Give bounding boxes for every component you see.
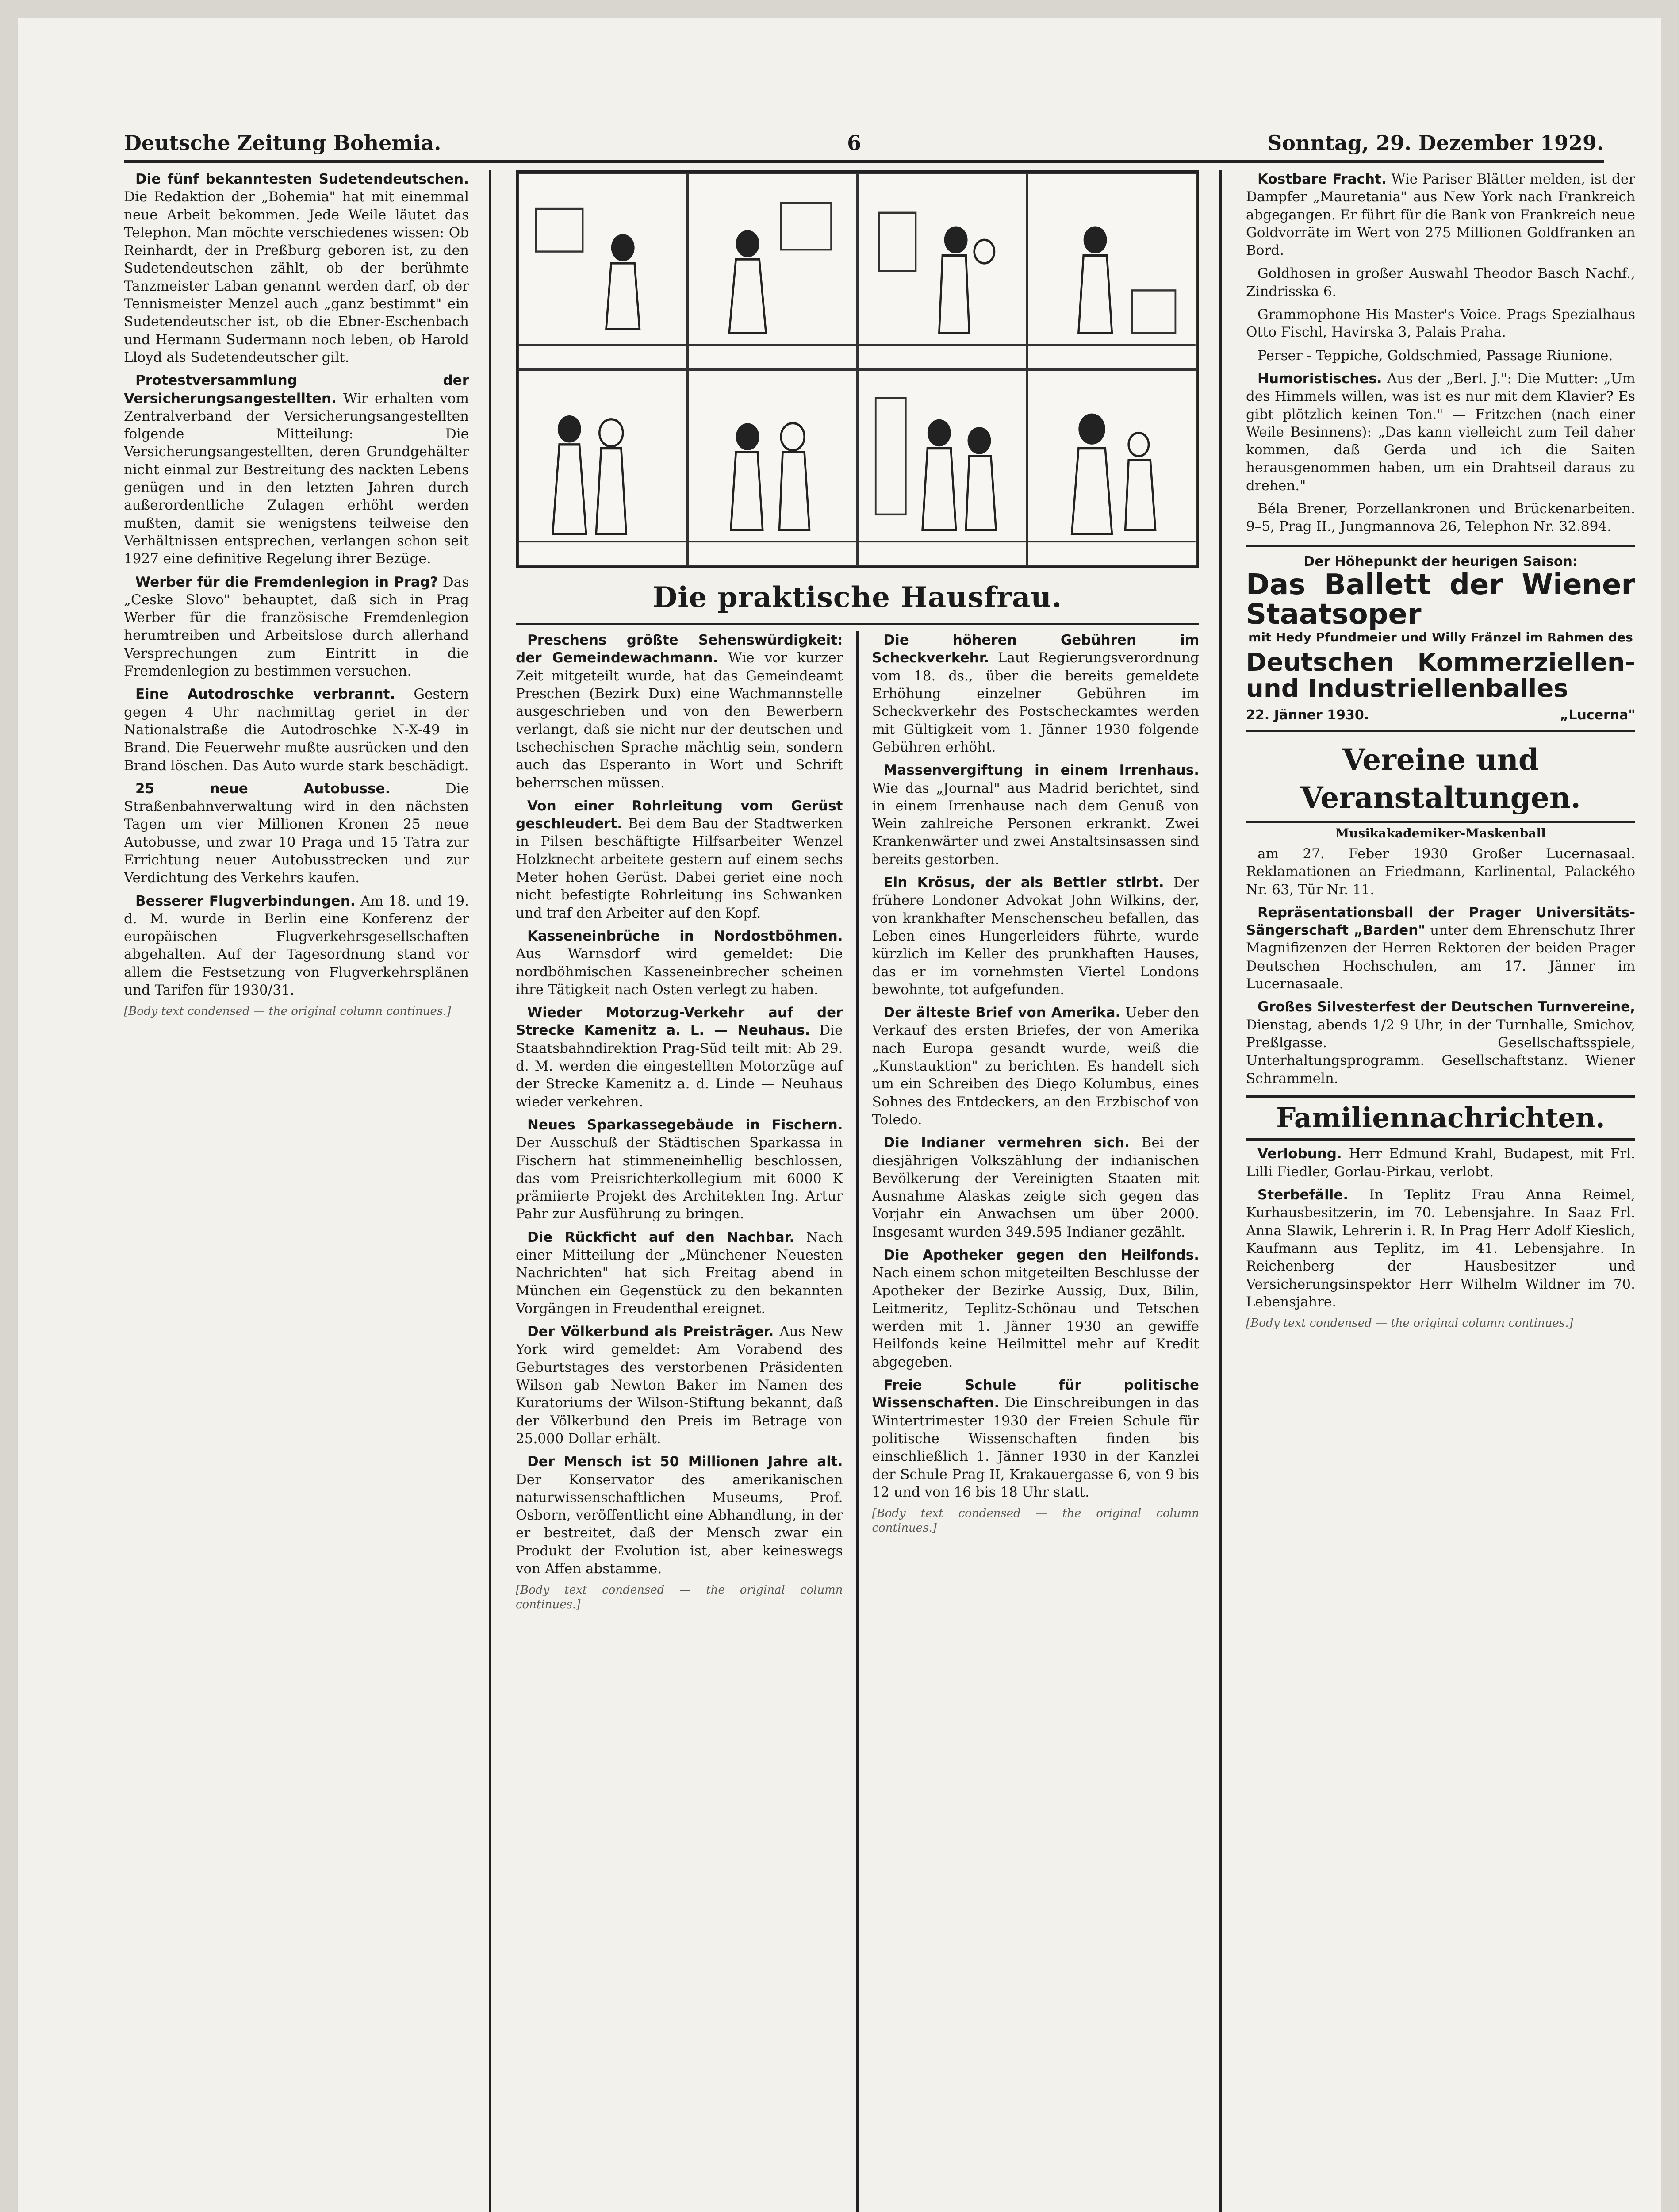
article-text: Laut Regierungsverordnung vom 18. ds., über die bereits gemeldete Erhöhung einzelner Gebühren im Scheckverkehr des Postscheckamtes werden mit Gültigkeit vom 1. Jänner 1930 folgende Gebühren erhöht. (872, 650, 1199, 755)
article (872, 1376, 1200, 1501)
article-text: Das „Ceske Slovo" behauptet, daß sich in Prag Werber für die französische Fremdenlegion herumtreiben und Arbeitslose durch allerhand Versprechungen zum Eintritt in die Fremdenlegion zu bestimmen versuchen. (124, 574, 469, 680)
article-text: Aus New York wird gemeldet: Am Vorabend des Geburtstages des verstorbenen Präsidenten Wilson gab Newton Baker im Namen des Kuratoriums der Wilson-Stiftung bekannt, daß der Völkerbund den Preis im Betrage von 25.000 Dollar erhält. (516, 1324, 843, 1447)
notice (1246, 998, 1635, 1087)
article-headline: Eine Autodroschke verbrannt. (135, 686, 395, 703)
comic-drawing (859, 174, 1026, 368)
comic-drawing (689, 174, 856, 368)
notice-text: In Teplitz Frau Anna Reimel, Kurhausbesitzerin, im 70. Lebensjahre. In Saaz Frl. Anna Slawik, Lehrerin i. R. In Prag Herr Adolf Kieslich, Kaufmann aus Teplitz, im 41. Lebensjahre. In Reichenberg der Hausbesitzer und Versicherungsinspektor Herr Wilhelm Wildner im 70. Lebensjahre. (1246, 1187, 1635, 1310)
notice-headline: Sterbefälle. (1257, 1187, 1349, 1203)
article-text: Aus der „Berl. J.": Die Mutter: „Um des Himmels willen, was ist es nur mit dem Klavier? Es gibt plötzlich keinen Ton." — Fritzchen (nach einer Weile Besinnens): „Das kann vielleicht zum Teil daher kommen, daß Gerda und ich die Saiten herausgenommen haben, um ein Drahtseil daraus zu drehen." (1246, 370, 1635, 494)
column-left (124, 170, 469, 2212)
article-headline: Preschens größte Sehenswürdigkeit: der Gemeindewachmann. (516, 632, 843, 666)
article-headline: Von einer Rohrleitung vom Gerüst geschleudert. (516, 798, 843, 832)
advert-venue: „Lucerna" (1560, 707, 1635, 723)
article (516, 1323, 843, 1448)
article (124, 573, 469, 680)
article-text: Der Ausschuß der Städtischen Sparkassa in Fischern hat stimmeneinhellig beschlossen, das vom Preisrichterkollegium mit 6000 K prämiierte Projekt des Architekten Ing. Artur Pahr zur Ausführung zu bringen. (516, 1135, 843, 1222)
article-text: Bei dem Bau der Stadtwerken in Pilsen beschäftigte Hilfsarbeiter Wenzel Holzknecht arbeitete gestern auf einem sechs Meter hohen Gerüst. Dabei geriet eine noch nicht befestigte Rohrleitung ins Schwanken und traf den Arbeiter auf den Kopf. (516, 816, 843, 921)
notice (1246, 904, 1635, 993)
notice (1246, 1145, 1635, 1181)
article-headline: Massenvergiftung in einem Irrenhaus. (883, 762, 1199, 779)
section-heading: Vereine und Veranstaltungen. (1246, 741, 1635, 823)
page-number: 6 (847, 131, 862, 155)
article-headline: Werber für die Fremdenlegion in Prag? (135, 574, 438, 590)
subcolumn-left (516, 631, 843, 2212)
column-right (1246, 170, 1635, 2212)
advert-line: Grammophone His Master's Voice. Prags Spezialhaus Otto Fischl, Havirska 3, Palais Praha. (1246, 307, 1635, 341)
trim-note: [Body text condensed — the original column continues.] (872, 1507, 1199, 1535)
subcolumn-right (872, 631, 1200, 2212)
article (872, 874, 1200, 998)
advert-line: mit Hedy Pfundmeier und Willy Fränzel im Rahmen des (1248, 630, 1633, 645)
article (516, 1004, 843, 1111)
article (124, 892, 469, 999)
comic-drawing (519, 174, 686, 368)
article-text: Nach einem schon mitgeteilten Beschlusse der Apotheker der Bezirke Aussig, Dux, Bilin, Leitmeritz, Teplitz-Schönau und Tetschen werden mit 1. Jänner 1930 an gewiffe Heilfonds keine Heilmittel mehr auf Kredit abgegeben. (872, 1265, 1199, 1370)
trim-note: [Body text condensed — the original column continues.] (124, 1005, 451, 1018)
article-text: Ueber den Verkauf des ersten Briefes, der von Amerika nach Europa gesandt wurde, weiß die „Kunstauktion" zu berichten. Es handelt sich um ein Schreiben des Diego Kolumbus, eines Sohnes des Entdeckers, an den Erzbischof von Toledo. (872, 1005, 1199, 1128)
article-text: Die Straßenbahnverwaltung wird in den nächsten Tagen um vier Millionen Kronen 25 neue Autobusse, und zwar 10 Praga und 15 Tatra zur Errichtung neuer Autobusstrecken und zur Verdichtung des Verkehrs kaufen. (124, 780, 469, 886)
notice-headline: Großes Silvesterfest der Deutschen Turnvereine, (1257, 999, 1635, 1015)
issue-date: Sonntag, 29. Dezember 1929. (1267, 131, 1604, 155)
notice: am 27. Feber 1930 Großer Lucernasaal. Reklamationen an Friedmann, Karlinental, Palackého Nr. 63, Tür Nr. 11. (1246, 845, 1635, 898)
article (516, 1116, 843, 1223)
article-text: Aus Warnsdorf wird gemeldet: Die nordböhmischen Kasseneinbrecher scheinen ihre Tätigkeit nach Osten verlegt zu haben. (516, 946, 843, 998)
article-text: Nach einer Mitteilung der „Münchener Neuesten Nachrichten" hat sich Freitag abend in München ein Gegenstück zu den bekannten Vorgängen in Freudenthal ereignet. (516, 1229, 843, 1317)
advert-headline-2: Deutschen Kommerziellen- und Industriellenballes (1246, 648, 1635, 703)
trim-note: [Body text condensed — the original column continues.] (516, 1583, 843, 1611)
comic-drawing (519, 371, 686, 565)
article-text: Gestern gegen 4 Uhr nachmittag geriet in der Nationalstraße die Autodroschke N-X-49 in Brand. Die Feuerwehr mußte ausrücken und den Brand löschen. Das Auto wurde stark beschädigt. (124, 686, 469, 774)
notice-headline: Verlobung. (1257, 1146, 1342, 1162)
notice-text: Dienstag, abends 1/2 9 Uhr, in der Turnhalle, Smichov, Preßlgasse. Gesellschaftsspiele, Unterhaltungsprogramm. Gesellschaftstanz. Wiener Schrammeln. (1246, 1017, 1635, 1087)
article-headline: Freie Schule für politische Wissenschaften. (872, 1377, 1199, 1411)
article (516, 1229, 843, 1317)
article-headline: Humoristisches. (1257, 370, 1382, 387)
article (872, 761, 1200, 868)
article (516, 1453, 843, 1578)
article (124, 780, 469, 887)
advert-line: Perser - Teppiche, Goldschmied, Passage Riunione. (1257, 347, 1613, 364)
article-headline: Der Mensch ist 50 Millionen Jahre alt. (527, 1454, 843, 1470)
notice (1246, 1186, 1635, 1311)
comic-panel (518, 369, 688, 566)
middle-subcolumns (516, 631, 1199, 2212)
notice-text: Herr Edmund Krahl, Budapest, mit Frl. Lilli Fiedler, Gorlau-Pirkau, verlobt. (1246, 1146, 1635, 1180)
article-headline: Der älteste Brief von Amerika. (883, 1005, 1121, 1021)
comic-drawing (689, 371, 856, 565)
notice-text: unter dem Ehrenschutz Ihrer Magnifizenzen der Herren Rektoren der beiden Prager Deutschen Hochschulen, am 17. Jänner im Lucernasaale. (1246, 922, 1635, 992)
column-rule (1219, 170, 1222, 2212)
comic-drawing (1028, 174, 1196, 368)
article-text: Am 18. und 19. d. M. wurde in Berlin eine Konferenz der europäischen Flugverkehrsgesellschaften abgehalten. Auf der Tagesordnung stand vor allem die Festsetzung von Flugverkehrsplänen und Tarifen für 1930/31. (124, 893, 469, 998)
article (1246, 170, 1635, 259)
newspaper-page (18, 18, 1661, 2212)
comic-panel (688, 369, 858, 566)
article (1246, 370, 1635, 495)
comic-panel (858, 173, 1027, 369)
comic-rule (516, 623, 1199, 625)
article (872, 1134, 1200, 1241)
article-text: Wie vor kurzer Zeit mitgeteilt wurde, hat das Gemeindeamt Preschen (Bezirk Dux) eine Wachmannstelle ausgeschrieben und von den Bewerbern verlangt, daß sie nicht nur der deutschen und tschechischen Sprache mächtig sein, sondern auch das Esperanto in Wort und Schrift beherrschen müssen. (516, 650, 843, 791)
advert-headline: Das Ballett der Wiener Staatsoper (1246, 568, 1635, 631)
article-headline: Der Völkerbund als Preisträger. (527, 1324, 774, 1340)
article-headline: Die Apotheker gegen den Heilfonds. (883, 1247, 1199, 1263)
article (516, 797, 843, 922)
article-text: Der Konservator des amerikanischen naturwissenschaftlichen Museums, Prof. Osborn, veröffentlicht eine Abhandlung, in der er bestreitet, daß der Mensch zwar ein Produkt der Evolution ist, aber keineswegs von Affen abstamme. (516, 1471, 843, 1577)
article-headline: Die fünf bekanntesten Sudetendeutschen. (135, 171, 469, 187)
column-rule (489, 170, 491, 2212)
article-headline: Ein Krösus, der als Bettler stirbt. (883, 875, 1164, 891)
article-text: Wie Pariser Blätter melden, ist der Dampfer „Mauretania" aus New York nach Frankreich abgegangen. Er führt für die Bank von Frankreich neue Goldvorräte im Wert von 275 Millionen Goldfranken an Bord. (1246, 171, 1635, 259)
section-heading-family: Familiennachrichten. (1246, 1095, 1635, 1141)
article (872, 631, 1200, 756)
comic-panel (688, 173, 858, 369)
column-rule (856, 631, 859, 2212)
advert-date: 22. Jänner 1930. (1246, 707, 1369, 723)
comic-panel (858, 369, 1027, 566)
article-headline: Kasseneinbrüche in Nordostböhmen. (527, 928, 843, 944)
column-middle (516, 170, 1199, 2212)
comic-panel (1027, 173, 1197, 369)
advert-subtitle: Der Höhepunkt der heurigen Saison: (1303, 553, 1578, 569)
article (124, 685, 469, 774)
advert-footer (1246, 707, 1635, 724)
comic-title: Die praktische Hausfrau. (652, 581, 1062, 614)
columns (124, 170, 1635, 2212)
section-subheading: Musikakademiker-Maskenball (1335, 826, 1546, 841)
article-headline: Neues Sparkassegebäude in Fischern. (527, 1117, 843, 1133)
article-text: Wir erhalten vom Zentralverband der Versicherungsangestellten folgende Mitteilung: Die Versicherungsangestellten, deren Grundgehälter nicht einmal zur Bestreitung des nackten Lebens genügen und in den letzten Jahren durch außerordentliche Zulagen erhöht werden mußten, damit sie wenigstens teilweise den Verhältnissen entsprechen, verlangen schon seit 1927 eine definitive Regelung ihrer Bezüge. (124, 390, 469, 567)
article-text: Die Einschreibungen in das Wintertrimester 1930 der Freien Schule für politische Wissenschaften finden bis einschließlich 1. Jänner 1930 in der Kanzlei der Schule Prag II, Krakauergasse 6, von 9 bis 12 und von 16 bis 18 Uhr statt. (872, 1395, 1199, 1500)
masthead (124, 128, 1604, 155)
article-headline: Die Rückficht auf den Nachbar. (527, 1229, 795, 1245)
ballet-advert (1246, 545, 1635, 732)
article-headline: Wieder Motorzug-Verkehr auf der Strecke Kamenitz a. L. — Neuhaus. (516, 1005, 843, 1039)
notice-headline: Repräsentationsball der Prager Universitäts-Sängerschaft „Barden" (1246, 904, 1635, 939)
article-headline: Protestversammlung der Versicherungsangestellten. (124, 373, 469, 407)
trim-note: [Body text condensed — the original column continues.] (1246, 1317, 1573, 1330)
article (124, 170, 469, 366)
newspaper-name: Deutsche Zeitung Bohemia. (124, 131, 441, 155)
article (872, 1246, 1200, 1371)
masthead-rule (124, 160, 1604, 163)
article-headline: Besserer Flugverbindungen. (135, 893, 356, 909)
article-text: Die Staatsbahndirektion Prag-Süd teilt mit: Ab 29. d. M. werden die eingestellten Motorzüge auf der Strecke Kamenitz a. d. Linde — Neuhaus wieder verkehren. (516, 1022, 843, 1110)
comic-panel (518, 173, 688, 369)
article-text: Der frühere Londoner Advokat John Wilkins, der, von krankhafter Menschenscheu befallen, das Leben eines Hungerleiders führte, wurde kürzlich im Keller des prunkhaften Hauses, das er im vornehmsten Viertel Londons bewohnte, tot aufgefunden. (872, 875, 1199, 998)
advert-line: Béla Brener, Porzellankronen und Brückenarbeiten. 9–5, Prag II., Jungmannova 26, Telephon Nr. 32.894. (1246, 501, 1635, 535)
article (516, 631, 843, 792)
article-headline: 25 neue Autobusse. (135, 780, 391, 797)
comic-panel (1027, 369, 1197, 566)
article (872, 1004, 1200, 1129)
comic-strip (516, 170, 1199, 568)
advert-line: Goldhosen in großer Auswahl Theodor Basch Nachf., Zindrisska 6. (1246, 265, 1635, 300)
comic-drawing (859, 371, 1026, 565)
article (124, 372, 469, 568)
article (516, 927, 843, 998)
article-text: Die Redaktion der „Bohemia" hat mit einemmal neue Arbeit bekommen. Jede Weile läutet das Telephon. Man möchte verschiedenes wissen: Ob Reinhardt, der in Preßburg geboren ist, zu den Sudetendeutschen zählt, ob der berühmte Tanzmeister Laban genannt werden darf, ob der Tennismeister Menzel auch „ganz bestimmt" ein Sudetendeutscher ist, ob die Ebner-Eschenbach und Hermann Sudermann noch leben, ob Harold Lloyd als Sudetendeutscher gilt. (124, 189, 469, 365)
comic-drawing (1028, 371, 1196, 565)
article-headline: Die höheren Gebühren im Scheckverkehr. (872, 632, 1199, 666)
article-text: Wie das „Journal" aus Madrid berichtet, sind in einem Irrenhause nach dem Genuß von Wein zahlreiche Personen erkrankt. Zwei Krankenwärter und zwei Anstaltsinsassen sind bereits gestorben. (872, 780, 1199, 868)
article-text: Bei der diesjährigen Volkszählung der indianischen Bevölkerung der Vereinigten Staaten mit Ausnahme Alaskas zeigte sich gegen das Vorjahr ein Anwachsen um über 2000. Insgesamt wurden 349.595 Indianer gezählt. (872, 1135, 1199, 1240)
article-headline: Kostbare Fracht. (1257, 171, 1387, 187)
article-headline: Die Indianer vermehren sich. (883, 1135, 1130, 1151)
